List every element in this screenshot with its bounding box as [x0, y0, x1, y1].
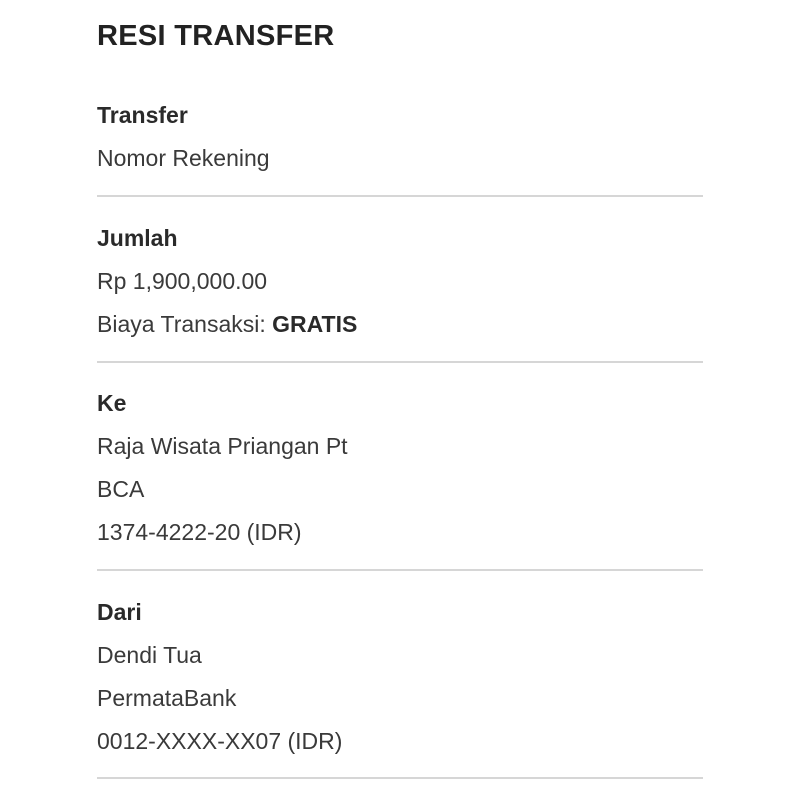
recipient-name: Raja Wisata Priangan Pt	[97, 433, 348, 459]
sender-name: Dendi Tua	[97, 642, 202, 668]
section-divider	[97, 361, 703, 363]
section-divider	[97, 569, 703, 571]
recipient-label: Ke	[97, 390, 127, 416]
section-divider	[97, 195, 703, 197]
page-title: RESI TRANSFER	[97, 20, 335, 52]
recipient-bank: BCA	[97, 476, 145, 502]
amount-section	[97, 223, 703, 339]
transaction-fee-label: Biaya Transaksi:	[97, 311, 273, 337]
transfer-label: Transfer	[97, 102, 188, 128]
amount-label: Jumlah	[97, 225, 178, 251]
amount-value: Rp 1,900,000.00	[97, 268, 268, 294]
section-divider	[97, 777, 703, 779]
transaction-fee-value: GRATIS	[272, 311, 358, 337]
sender-bank: PermataBank	[97, 685, 237, 711]
transaction-fee	[97, 309, 703, 339]
sender-account: 0012-XXXX-XX07 (IDR)	[97, 728, 343, 754]
sender-section	[97, 597, 703, 756]
recipient-account: 1374-4222-20 (IDR)	[97, 519, 302, 545]
transfer-type-value: Nomor Rekening	[97, 145, 270, 171]
sender-label: Dari	[97, 599, 142, 625]
recipient-section	[97, 388, 703, 547]
transfer-section	[97, 100, 703, 173]
